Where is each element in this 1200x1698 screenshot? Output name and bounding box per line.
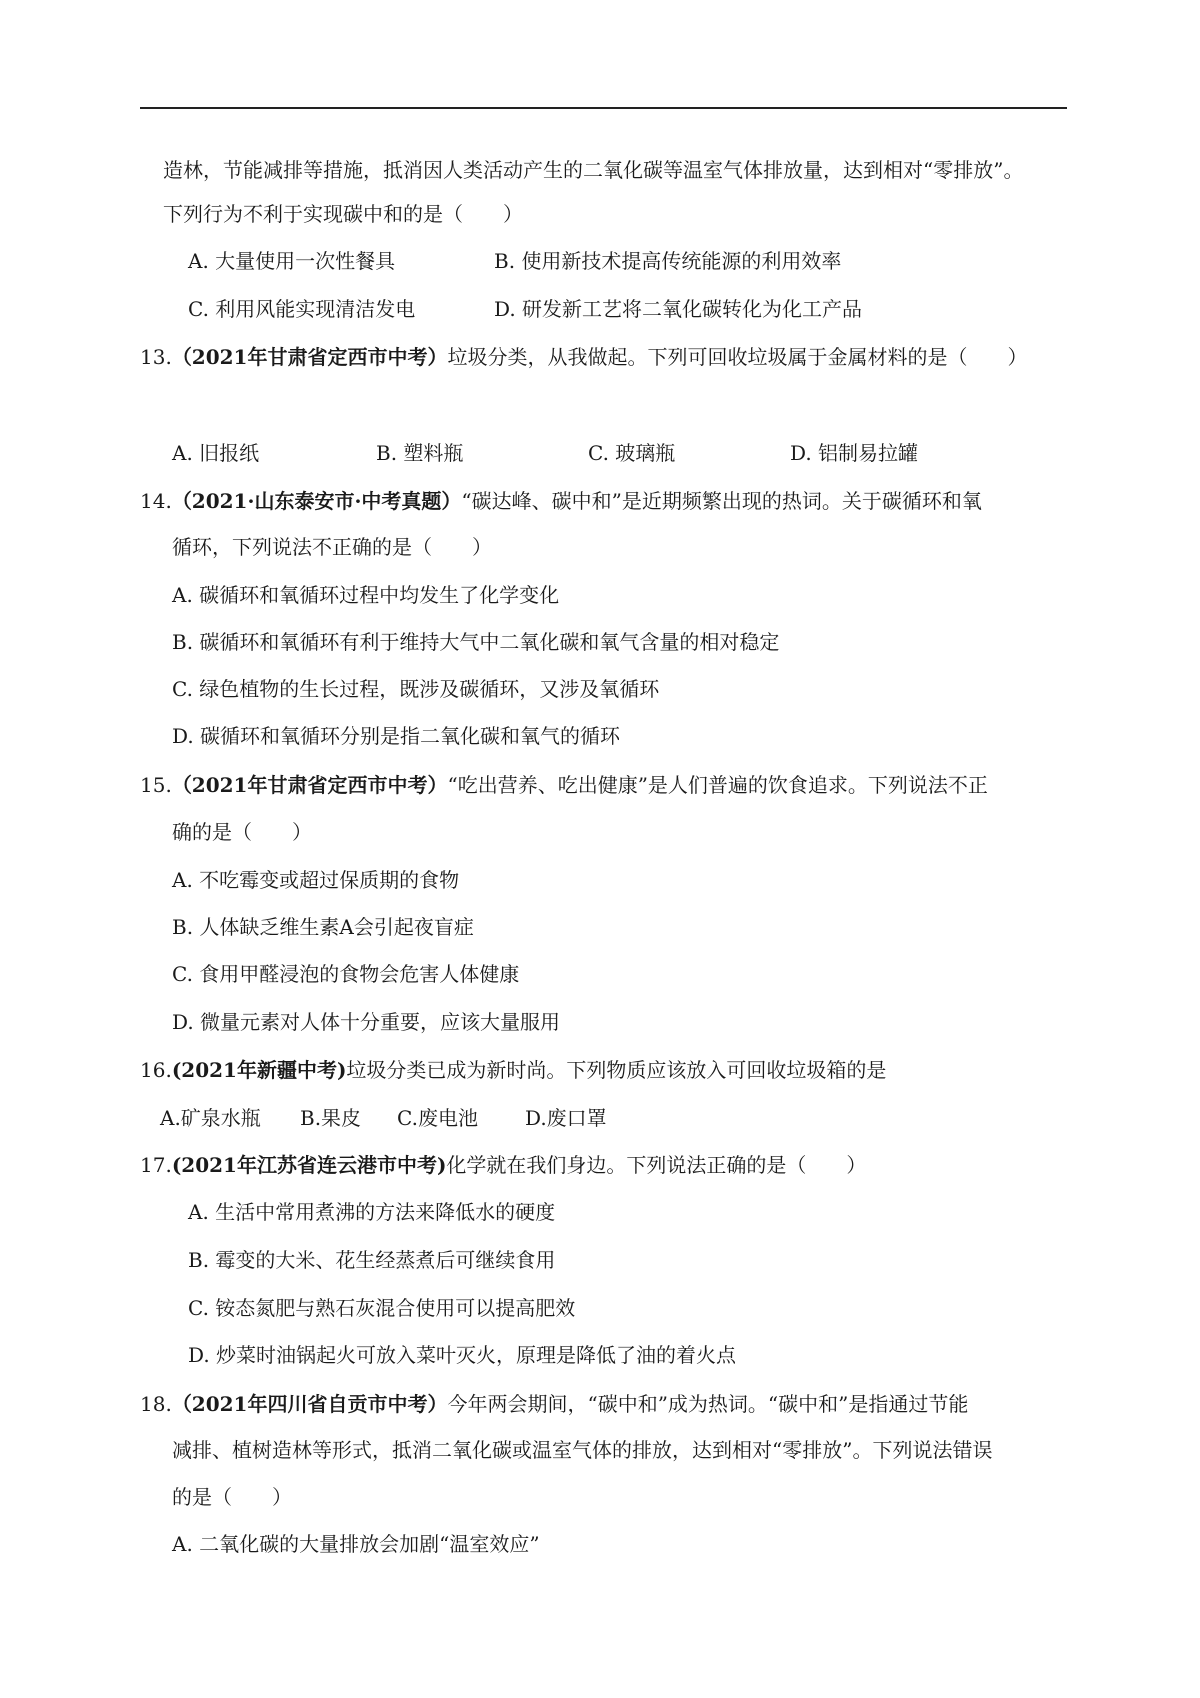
question-text: 垃圾分类，从我做起。下列可回收垃圾属于金属材料的是（ ）: [447, 345, 1028, 369]
q18-stem-line3: 的是（ ）: [172, 1485, 292, 1509]
q15-option-c: C. 食用甲醛浸泡的食物会危害人体健康: [172, 962, 520, 986]
question-number: 14.: [140, 489, 172, 513]
q13-option-c: C. 玻璃瓶: [588, 441, 676, 465]
q17-stem: [140, 1152, 866, 1178]
q17-option-b: B. 霉变的大米、花生经蒸煮后可继续食用: [188, 1248, 556, 1272]
q12-stem-cont: 造林，节能减排等措施，抵消因人类活动产生的二氧化碳等温室气体排放量，达到相对“零排放”。: [163, 158, 1024, 182]
q13-option-b: B. 塑料瓶: [376, 441, 464, 465]
q18-stem: [140, 1391, 968, 1417]
q12-option-d: D. 研发新工艺将二氧化碳转化为化工产品: [494, 297, 863, 321]
q15-stem: [140, 772, 988, 798]
q16-stem: [140, 1057, 886, 1083]
q14-stem: [140, 488, 982, 514]
question-text: “吃出营养、吃出健康”是人们普遍的饮食追求。下列说法不正: [447, 773, 988, 797]
question-source: （2021年甘肃省定西市中考）: [171, 345, 448, 369]
q14-option-a: A. 碳循环和氧循环过程中均发生了化学变化: [172, 583, 560, 607]
question-source: （2021年甘肃省定西市中考）: [171, 773, 448, 797]
q18-option-a: A. 二氧化碳的大量排放会加剧“温室效应”: [172, 1532, 540, 1556]
q18-stem-line2: 减排、植树造林等形式，抵消二氧化碳或温室气体的排放，达到相对“零排放”。下列说法错误: [172, 1438, 993, 1462]
q12-option-b: B. 使用新技术提高传统能源的利用效率: [494, 249, 842, 273]
q13-option-d: D. 铝制易拉罐: [790, 441, 919, 465]
question-source: （2021·山东泰安市·中考真题）: [171, 489, 462, 513]
q14-option-d: D. 碳循环和氧循环分别是指二氧化碳和氧气的循环: [172, 724, 621, 748]
question-text: 今年两会期间，“碳中和”成为热词。“碳中和”是指通过节能: [447, 1392, 969, 1416]
q12-option-c: C. 利用风能实现清洁发电: [188, 297, 416, 321]
question-number: 13.: [140, 345, 172, 369]
question-number: 16.: [140, 1058, 172, 1082]
q13-option-a: A. 旧报纸: [172, 441, 260, 465]
question-text: 化学就在我们身边。下列说法正确的是（ ）: [446, 1153, 867, 1177]
q16-option-b: B.果皮: [300, 1106, 362, 1130]
q12-option-a: A. 大量使用一次性餐具: [188, 249, 396, 273]
q17-option-c: C. 铵态氮肥与熟石灰混合使用可以提高肥效: [188, 1296, 576, 1320]
q15-stem-line2: 确的是（ ）: [172, 820, 312, 844]
q17-option-d: D. 炒菜时油锅起火可放入菜叶灭火，原理是降低了油的着火点: [188, 1343, 737, 1367]
question-number: 18.: [140, 1392, 172, 1416]
question-source: (2021年江苏省连云港市中考): [171, 1153, 447, 1177]
q15-option-d: D. 微量元素对人体十分重要，应该大量服用: [172, 1010, 561, 1034]
question-text: 垃圾分类已成为新时尚。下列物质应该放入可回收垃圾箱的是: [346, 1058, 887, 1082]
q16-option-c: C.废电池: [397, 1106, 478, 1130]
q16-option-d: D.废口罩: [525, 1106, 607, 1130]
q14-stem-line2: 循环，下列说法不正确的是（ ）: [172, 535, 492, 559]
q14-option-b: B. 碳循环和氧循环有利于维持大气中二氧化碳和氧气含量的相对稳定: [172, 630, 780, 654]
q14-option-c: C. 绿色植物的生长过程，既涉及碳循环，又涉及氧循环: [172, 677, 660, 701]
q16-options: [160, 1105, 607, 1131]
question-text: “碳达峰、碳中和”是近期频繁出现的热词。关于碳循环和氧: [461, 489, 982, 513]
question-number: 15.: [140, 773, 172, 797]
question-source: (2021年新疆中考): [171, 1058, 347, 1082]
header-rule: [140, 107, 1067, 109]
q15-option-b: B. 人体缺乏维生素A会引起夜盲症: [172, 915, 474, 939]
q13-stem: [140, 344, 1027, 370]
q15-option-a: A. 不吃霉变或超过保质期的食物: [172, 868, 460, 892]
question-source: （2021年四川省自贡市中考）: [171, 1392, 448, 1416]
question-number: 17.: [140, 1153, 172, 1177]
q16-option-a: A.矿泉水瓶: [160, 1106, 261, 1130]
q17-option-a: A. 生活中常用煮沸的方法来降低水的硬度: [188, 1200, 556, 1224]
q12-stem-end: 下列行为不利于实现碳中和的是（ ）: [163, 202, 523, 226]
